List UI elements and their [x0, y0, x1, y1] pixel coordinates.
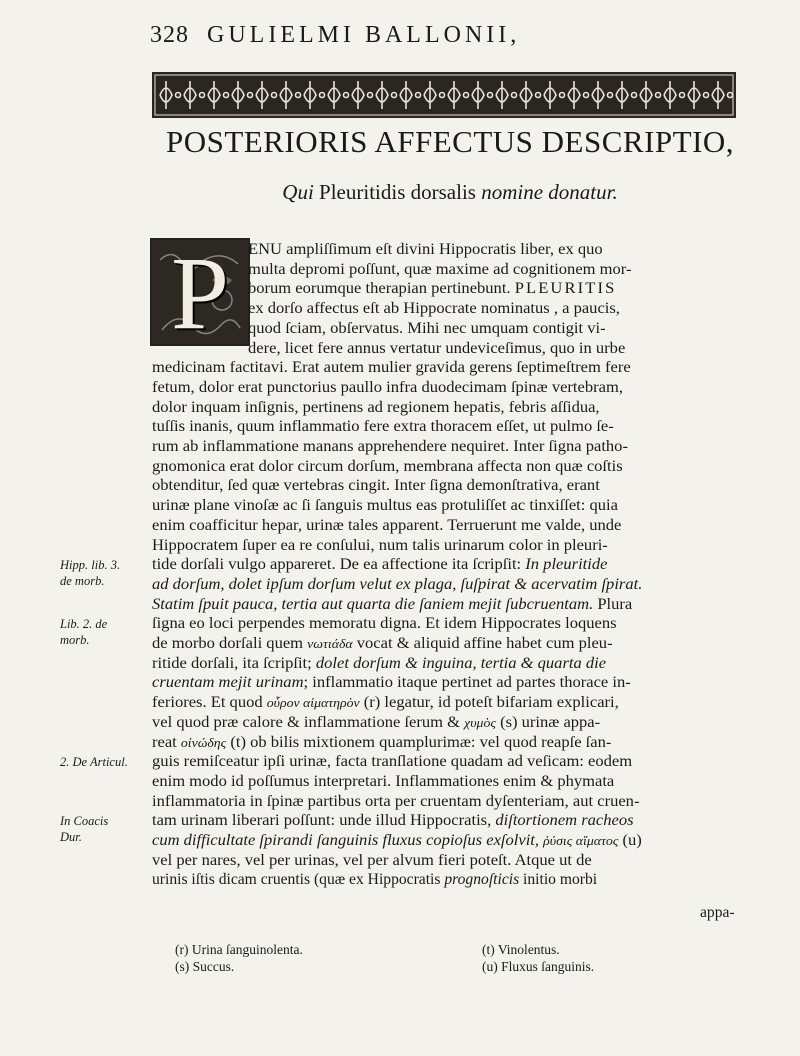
line-segment: Statim ſpuit pauca, tertia aut quarta die ſaniem mejit ſubcruentam. — [152, 595, 594, 613]
line-segment: οἰνώδης — [180, 734, 227, 750]
line-segment: guis remiſceatur ipſi urinæ, facta tranſlatione quadam ad veſicam: eodem — [152, 753, 633, 771]
body-line — [152, 792, 639, 811]
margin-note: Dur. — [60, 830, 82, 845]
body-line — [248, 279, 616, 298]
line-segment: In pleuritide — [525, 556, 608, 574]
line-segment: rum ab inflammatione manans apprehendere nequiret. Inter ſigna patho- — [152, 438, 628, 455]
body-line — [152, 634, 613, 653]
line-segment: initio morbi — [519, 871, 598, 889]
body-line — [248, 240, 603, 259]
line-segment: fetum, dolor erat punctorius paullo infra duodecimam ſpinæ vertebram, — [152, 378, 623, 396]
subtitle-part-2: Pleuritidis dorsalis — [313, 180, 482, 204]
body-line — [248, 260, 631, 279]
margin-note: de morb. — [60, 574, 105, 589]
margin-note: In Coacis — [60, 814, 109, 829]
body-line — [152, 555, 607, 574]
running-head — [150, 22, 750, 49]
line-segment: reat — [152, 733, 181, 751]
body-line — [152, 398, 600, 417]
line-segment: dolor inquam inſignis, pertinens ad regionem hepatis, febris aſſidua, — [152, 398, 600, 416]
line-segment: ῥύσις αἵματος — [543, 833, 619, 848]
line-segment: diſtortionem racheos — [495, 812, 634, 830]
line-segment: tide dorſali vulgo appareret. De ea affectione ita ſcripſit: — [152, 556, 526, 574]
body-line — [152, 831, 642, 850]
line-segment: cum difficultate ſpirandi ſanguinis fluxus copioſus exſolvit — [152, 832, 535, 849]
body-line — [152, 733, 611, 752]
line-segment: cruentam mejit urinam — [152, 674, 304, 692]
line-segment: enim modo id poſſumus interpretari. Inflammationes enim & phymata — [152, 772, 615, 790]
line-segment: ENU ampliſſimum eſt divini Hippocratis liber, ex quo — [248, 241, 603, 258]
body-line — [152, 496, 618, 515]
line-segment: vel quod præ calore & inflammatione ſerum & — [152, 713, 465, 731]
body-line — [152, 870, 597, 889]
line-segment: borum eorumque therapian pertinebunt. — [248, 280, 515, 298]
line-segment: ad dorſum, dolet ipſum dorſum velut ex plaga, ſuſpirat & acervatim ſpirat. — [152, 575, 643, 593]
line-segment: (s) urinæ appa- — [495, 713, 601, 731]
line-segment: obtenditur, ſed quæ vertebras cingit. Inter ſigna demonſtrativa, erant — [152, 477, 600, 495]
line-segment: ; inflammatio itaque pertinet ad partes thorace in- — [303, 674, 631, 692]
subtitle-part-1: Qui — [282, 180, 314, 204]
line-segment: urinæ plane vinoſæ ac ſi ſanguis multus eas protuliſſet ac tinxiſſet: quia — [152, 497, 618, 515]
line-segment: prognoſticis — [444, 871, 520, 889]
body-line — [152, 713, 600, 732]
body-line — [152, 516, 621, 535]
line-segment: οὖρον αἱματηρὸν — [266, 695, 360, 711]
line-segment: Hippocratem ſuper ea re conſului, num talis urinarum color in pleuri- — [152, 536, 608, 554]
line-segment: Plura — [593, 595, 633, 613]
line-segment: gnomonica erat dolor circum dorſum, membrana affecta non quæ coſtis — [152, 457, 623, 475]
body-line — [248, 299, 620, 318]
footnote-r: (r) Urina ſanguinolenta. — [175, 942, 303, 957]
body-line — [152, 536, 608, 555]
line-segment: dere, licet fere annus vertatur undeviceſimus, quo in urbe — [248, 339, 626, 357]
line-segment: (r) legatur, id poteſt bifariam explicari, — [359, 694, 619, 712]
running-title: GULIELMI BALLONII, — [207, 22, 521, 48]
line-segment: quod ſciam, obſervatus. Mihi nec umquam contigit vi- — [248, 319, 606, 337]
body-line — [152, 595, 632, 614]
margin-note: Lib. 2. de — [60, 617, 108, 632]
body-line — [152, 476, 600, 495]
margin-note: 2. De Articul. — [60, 755, 128, 770]
line-segment: νωτιάδα — [307, 636, 353, 651]
drop-cap-letter: P — [171, 236, 229, 351]
line-segment: ſigna eo loci perpendes memoratu digna. Et idem Hippocrates loquens — [152, 615, 617, 633]
margin-note: Hipp. lib. 3. — [60, 558, 121, 573]
line-segment: tuſſis inanis, quum inflammatio fere extra thoracem eſſet, ut pulmo ſe- — [152, 418, 614, 436]
page-number: 328 — [150, 22, 189, 48]
line-segment: PLEURITIS — [514, 280, 617, 298]
line-segment: enim coafficitur hepar, urinæ tales apparent. Terruerunt me valde, unde — [152, 516, 622, 534]
line-segment: vel per nares, vel per urinas, vel per alvum fieri poteſt. Atque ut de — [152, 851, 592, 869]
body-line — [152, 358, 631, 377]
body-line — [152, 417, 614, 436]
chapter-subtitle — [150, 180, 750, 205]
body-line — [152, 673, 631, 692]
footnote-t: (t) Vinolentus. — [482, 942, 560, 957]
footnote-u: (u) Fluxus ſanguinis. — [482, 959, 595, 974]
body-line — [152, 693, 619, 712]
body-line — [152, 772, 614, 791]
body-line — [152, 851, 592, 870]
body-line — [152, 575, 642, 594]
ornament-band — [152, 72, 736, 118]
body-line — [152, 457, 623, 476]
line-segment: de morbo dorſali quem — [152, 635, 308, 652]
body-line — [152, 614, 617, 633]
body-line — [248, 339, 625, 358]
line-segment: (t) ob bilis mixtionem quamplurimæ: vel quod reapſe ſan- — [226, 733, 612, 751]
drop-cap — [150, 236, 250, 351]
body-line — [152, 654, 606, 673]
subtitle-part-3: nomine donatur. — [481, 180, 618, 204]
line-segment: dolet dorſum & inguina, tertia & quarta die — [315, 654, 607, 672]
body-line — [152, 437, 628, 456]
footnote-s: (s) Succus. — [175, 959, 235, 974]
line-segment: medicinam factitavi. Erat autem mulier gravida gerens ſeptimeſtrem fere — [152, 359, 631, 377]
body-line — [248, 319, 606, 338]
line-segment: vocat & aliquid affine habet cum pleu- — [352, 635, 613, 652]
body-line — [152, 811, 634, 830]
line-segment: (u) — [618, 832, 642, 849]
line-segment: inflammatoria in ſpinæ partibus orta per cruentam dyſenteriam, aut cruen- — [152, 792, 640, 810]
body-line — [152, 378, 623, 397]
line-segment: , — [534, 832, 544, 849]
line-segment: χυμὸς — [464, 714, 496, 730]
margin-note: morb. — [60, 633, 90, 648]
chapter-title: POSTERIORIS AFFECTUS DESCRIPTIO, — [165, 124, 735, 159]
line-segment: ritide dorſali, ita ſcripſit; — [152, 654, 316, 672]
line-segment: tam urinam liberari poſſunt: unde illud Hippocratis, — [152, 812, 496, 830]
body-line — [152, 752, 632, 771]
line-segment: urinis iſtis dicam cruentis (quæ ex Hippocratis — [152, 871, 445, 889]
line-segment: feriores. Et quod — [152, 694, 267, 712]
catchword: appa- — [700, 904, 735, 921]
line-segment: multa depromi poſſunt, quæ maxime ad cognitionem mor- — [248, 260, 632, 278]
line-segment: ex dorſo affectus eſt ab Hippocrate nominatus , a paucis, — [248, 300, 620, 318]
